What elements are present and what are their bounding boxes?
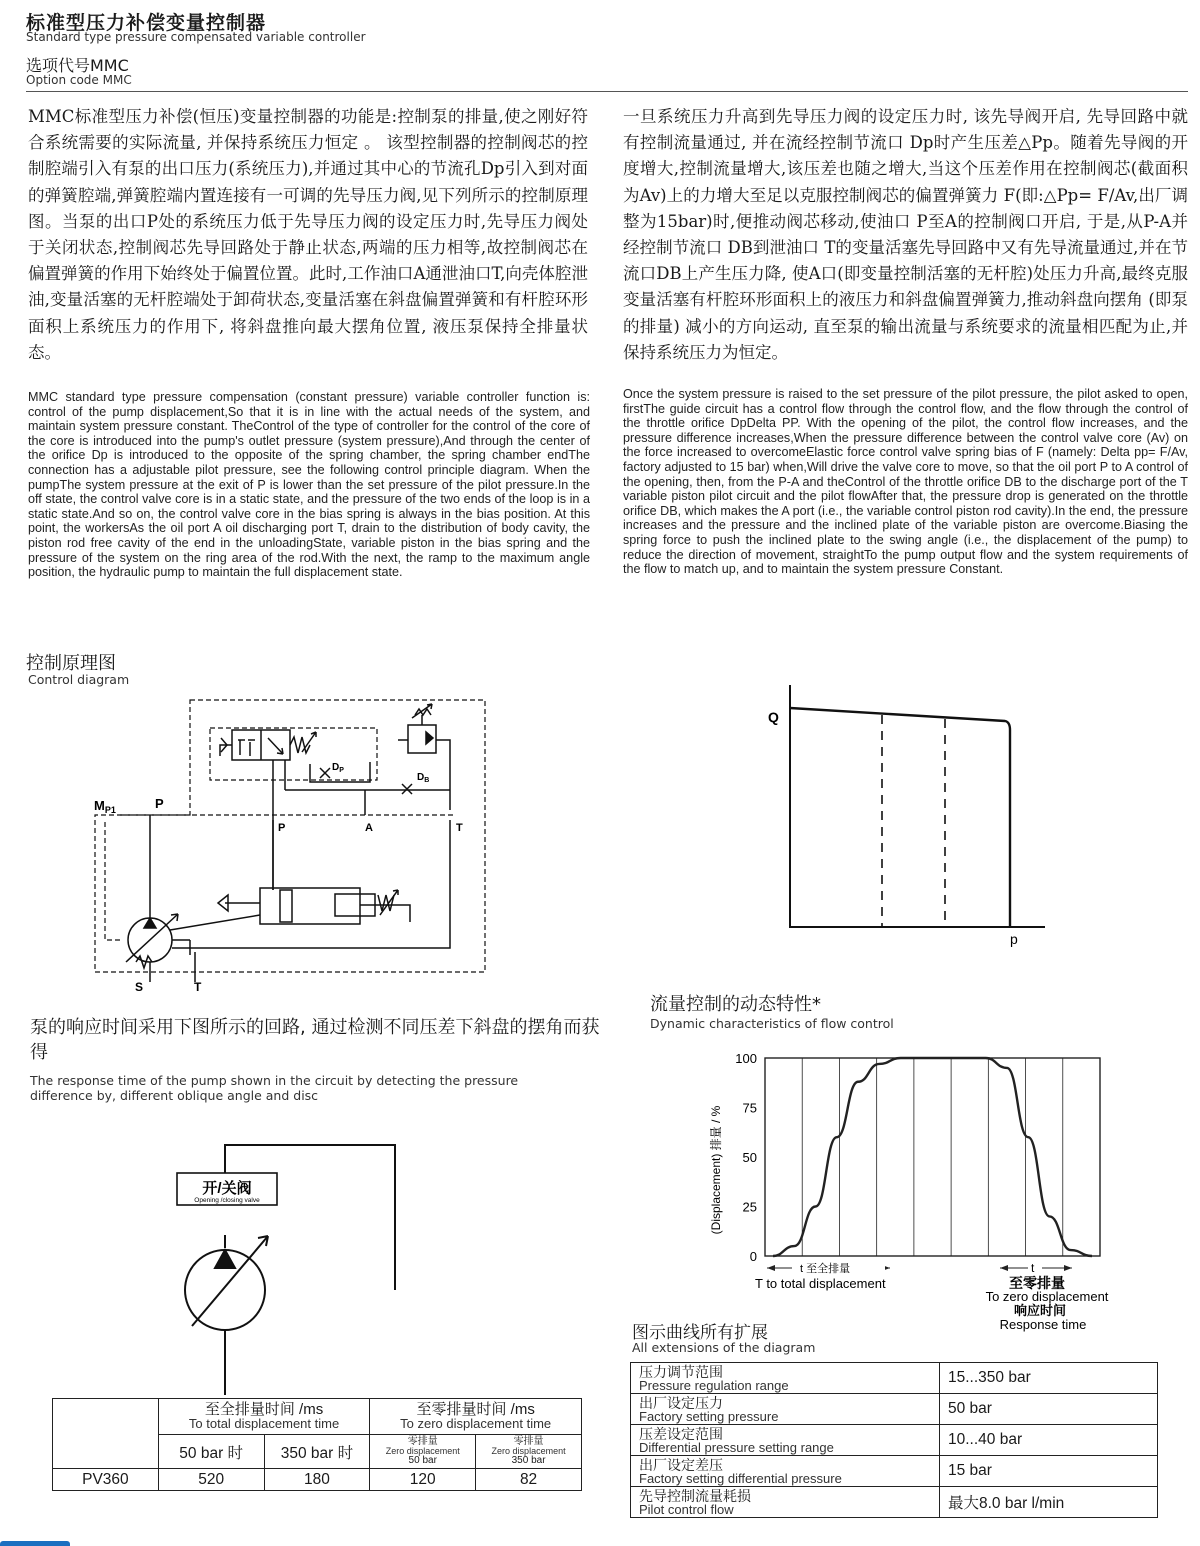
table-row [631,1425,1158,1456]
control-diagram-subtitle: Control diagram [28,672,130,687]
page-title: 标准型压力补偿变量控制器 [26,12,267,34]
ext-value: 50 bar [940,1394,1158,1425]
sub-zero-350: 零排量 Zero displacement 350 bar [476,1435,582,1469]
ext-value: 15 bar [940,1456,1158,1487]
intro-left-en: MMC standard type pressure compensation (constant pressure) variable controller function is: control of the pump displacement,So that it is in line with the actual needs of the system, and maintain system pressure constant. TheControl of the type of controller for the control of the core of the core is introduced into the pump's outlet pressure (system pressure),And through the center of the orifice Dp is introduced to the opposite of the spring chamber, the spring chamber endThe connection has a adjustable pilot pressure, see the following control principle diagram. When the pumpThe system pressure at the exit of P is lower than the set pressure of the pilot pressure.In the off state, the control valve core is in a static state, and the pressure of the two ends of the loop is in a static state.And so on, the control valve core in the bias spring is always in the bias position. At this point, the workersAs the oil port A oil discharging port T, drain to the distribution of body cavity, the piston rod free cavity of the end in the unloadingState, variable piston in the bias spring and the pressure of the system on the ring area of the rod.With the next, the ramp to the maximum angle position, the hydraulic pump to maintain the full displacement state. [28,390,590,580]
ext-param: 压差设定范围 Differential pressure setting range [631,1425,940,1456]
q-p-characteristic-chart [760,685,1050,950]
qp-x-label: p [1010,931,1018,947]
header-divider [26,91,1188,92]
flow-y-label: (Displacement) 排量 / % [709,1105,723,1235]
y-tick-label: 100 [735,1051,757,1066]
response-time-table [52,1398,582,1491]
label-p-mid: P [278,822,286,834]
ext-value: 10...40 bar [940,1425,1158,1456]
ext-param: 出厂设定压力 Factory setting pressure [631,1394,940,1425]
row-v1: 520 [158,1469,264,1491]
response-time-cn: 响应时间 [1013,1303,1067,1318]
label-t-right: T [456,822,463,834]
y-tick-label: 25 [742,1199,757,1215]
option-code-cn: 选项代号MMC [26,56,129,75]
table-row [631,1363,1158,1394]
response-test-circuit [170,1130,440,1400]
extensions-subtitle: All extensions of the diagram [632,1340,816,1355]
t-full-en: T to total displacement [755,1276,886,1291]
table-corner [53,1399,159,1469]
intro-right-cn: 一旦系统压力升高到先导压力阀的设定压力时, 该先导阀开启, 先导回路中就有控制流量通过, 并在流经控制节流口 Dp时产生压差△Pp。随着先导阀的开度增大,控制流量增大,该压差也随之增大,当这个压差作用在控制阀芯(截面积为Av)上的力增大至足以克服控制阀芯的偏置弹簧力 F(即:△Pp= F/Av,出厂调整为15bar)时,便推动阀芯移动,使油口 P至A的控制阀口开启, 于是,从P-A并经控制节流口 DB到泄油口 T的变量活塞先导回路中又有先导流量通过,并在节流口DB上产生压力降, 使A口(即变量控制活塞的无杆腔)处压力升高,最终克服变量活塞有杆腔环形面积上的液压力和斜盘偏置弹簧力,推动斜盘向摆角 (即泵的排量) 减小的方向运动, 直至泵的输出流量与系统要求的流量相匹配为止,并保持系统压力为恒定。 [623,107,1188,362]
y-tick-label: 75 [742,1100,757,1116]
row-v3: 120 [370,1469,476,1491]
ext-param: 先导控制流量耗损 Pilot control flow [631,1487,940,1518]
ext-param: 压力调节范围 Pressure regulation range [631,1363,940,1394]
table-row [631,1456,1158,1487]
sub-zero-50: 零排量 Zero displacement 50 bar [370,1435,476,1469]
page-tab-marker [0,1541,70,1546]
row-v2: 180 [264,1469,370,1491]
sub-full-50: 50 bar 时 [158,1435,264,1469]
t-zero-label: t [1031,1261,1035,1275]
label-p-top: P [155,796,164,811]
y-tick-label: 0 [749,1249,757,1264]
col-full-header: 至全排量时间 /ms To total displacement time [158,1399,370,1435]
t-full-label: t 至全排量 [800,1263,851,1275]
intro-right-en: Once the system pressure is raised to the set pressure of the pilot pressure, the pilot asked to open, firstThe guide circuit has a control flow through the control flow, and the flow through the control of the throttle orifice DpDelta PP. With the opening of the pilot, the control flow increases, and the pressure difference increases,When the pressure difference between the control valve core (Av) on the force increased to overcomeElastic force control valve spring bias of F (namely: Delta pp= F/Av, factory adjusted to 15 bar) when,Will drive the valve core to move, so that the oil port P to A control of the opening, then, from the P-A and theControl of the throttle orifice DB to the discharge port of the T variable piston pilot circuit and the pilot flowAfter that, the pressure drop is generated on the throttle orifice DB, which makes the A port (i.e., the variable control piston rod cavity).In the end, the pressure increases and the pressure and the inclined plate of the variable piston are overcome.Biasing the spring force to push the inclined plate to the swing angle (i.e., the displacement of the pump) to reduce the direction of movement, straightTo the pump output flow and the system requirements of the flow to match up, and to maintain the system pressure Constant. [623,387,1188,577]
col-zero-header: 至零排量时间 /ms To zero displacement time [370,1399,582,1435]
displacement-curve [773,1058,1092,1256]
page-subtitle: Standard type pressure compensated variable controller [26,30,366,44]
table-row [53,1469,582,1491]
row-model: PV360 [53,1469,159,1491]
row-v4: 82 [476,1469,582,1491]
label-s: S [135,980,144,994]
extensions-table [630,1362,1158,1518]
ext-param: 出厂设定差压 Factory setting differential pressure [631,1456,940,1487]
valve-label-en: Opening /closing valve [194,1197,260,1204]
ext-value: 最大8.0 bar l/min [940,1487,1158,1518]
valve-label-cn: 开/关阀 [202,1180,252,1197]
qp-y-label: Q [768,709,779,725]
ext-value: 15...350 bar [940,1363,1158,1394]
t-zero-cn: 至零排量 [1009,1275,1065,1291]
sub-full-350: 350 bar 时 [264,1435,370,1469]
control-diagram-title: 控制原理图 [26,653,116,674]
y-tick-label: 50 [742,1150,757,1165]
flow-dynamic-chart [700,1040,1150,1340]
label-a: A [365,822,373,834]
intro-left-cn: MMC标准型压力补偿(恒压)变量控制器的功能是:控制泵的排量,使之刚好符合系统需要的实际流量, 并保持系统压力恒定 。 该型控制器的控制阀芯的控制腔端引入有泵的出口压力(系统压力),并通过其中心的节流孔Dp引入到对面的弹簧腔端,弹簧腔端内置连接有一可调的先导压力阀,见下列所示的控制原理图。当泵的出口P处的系统压力低于先导压力阀的设定压力时,先导压力阀处于关闭状态,控制阀芯先导回路处于静止状态,两端的压力相等,故控制阀芯在偏置弹簧的作用下始终处于偏置位置。此时,工作油口A通泄油口T,向壳体腔泄油,变量活塞的无杆腔端处于卸荷状态,变量活塞在斜盘偏置弹簧和有杆腔环形面积上系统压力的作用下, 将斜盘推向最大摆角位置, 液压泵保持全排量状态。 [28,107,588,362]
extensions-title: 图示曲线所有扩展 [632,1323,768,1343]
response-subtitle: The response time of the pump shown in the circuit by detecting the pressure difference by, different oblique angle and disc [30,1073,519,1103]
label-t-bottom: T [194,980,202,994]
label-db: $D_B$ [417,772,430,784]
response-title: 泵的响应时间采用下图所示的回路, 通过检测不同压差下斜盘的摆角而获得 [30,1017,600,1063]
flow-dynamic-subtitle: Dynamic characteristics of flow control [650,1016,894,1031]
label-mp1: $M_{P1}$ [94,798,116,815]
label-dp: $D_P$ [332,762,344,774]
t-zero-en: To zero displacement [985,1289,1109,1304]
response-time-en: Response time [999,1317,1087,1332]
table-row [631,1394,1158,1425]
chart-frame [765,1058,1100,1256]
option-code-en: Option code MMC [26,73,132,87]
table-row [631,1487,1158,1518]
flow-dynamic-title: 流量控制的动态特性* [650,994,821,1015]
hydraulic-schematic [80,690,500,995]
